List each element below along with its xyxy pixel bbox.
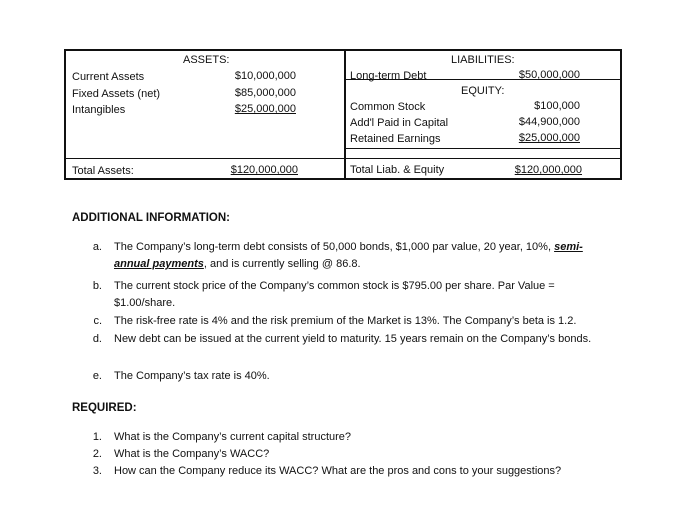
item-text: What is the Company’s current capital structure? bbox=[114, 431, 352, 443]
total-le-label: Total Liab. & Equity bbox=[350, 164, 445, 176]
total-assets-label: Total Assets: bbox=[72, 165, 134, 177]
liability-label-ltd: Long-term Debt bbox=[350, 70, 427, 82]
item-text: How can the Company reduce its WACC? What are the pros and cons to your suggestions? bbox=[114, 465, 562, 477]
item-text: What is the Company’s WACC? bbox=[114, 448, 270, 460]
equity-label-retained: Retained Earnings bbox=[350, 133, 441, 145]
item-text: The Company’s long-term debt consists of 50,000 bonds, $1,000 par value, 20 year, 10%, semi-annual payments, and is currently selling @ 86.8. bbox=[114, 241, 583, 270]
total-le-value: $120,000,000 bbox=[514, 164, 582, 176]
item-marker: a. bbox=[92, 241, 102, 253]
equity-rule bbox=[344, 148, 620, 149]
equity-header: EQUITY: bbox=[461, 85, 505, 97]
item-text: The risk-free rate is 4% and the risk premium of the Market is 13%. The Company’s beta is 1.2. bbox=[114, 315, 577, 327]
equity-value-common: $100,000 bbox=[534, 100, 580, 112]
equity-value-retained: $25,000,000 bbox=[518, 132, 580, 144]
liabilities-header: LIABILITIES: bbox=[451, 54, 515, 66]
asset-value-current: $10,000,000 bbox=[234, 70, 296, 82]
item-marker: b. bbox=[92, 280, 102, 292]
additional-info-title: ADDITIONAL INFORMATION: bbox=[72, 212, 231, 224]
item-text: The current stock price of the Company’s common stock is $795.00 per share. Par Value = $1.00/share. bbox=[114, 280, 555, 309]
totals-rule bbox=[66, 158, 620, 159]
item-marker: d. bbox=[92, 333, 102, 345]
item-text: New debt can be issued at the current yield to maturity. 15 years remain on the Company’s bonds. bbox=[114, 333, 592, 345]
item-marker: e. bbox=[92, 370, 102, 382]
assets-header: ASSETS: bbox=[183, 54, 230, 66]
equity-label-common: Common Stock bbox=[350, 101, 426, 113]
required-title: REQUIRED: bbox=[72, 402, 137, 414]
asset-label-fixed: Fixed Assets (net) bbox=[72, 88, 161, 100]
equity-label-apic: Add'l Paid in Capital bbox=[350, 117, 449, 129]
asset-value-intangibles: $25,000,000 bbox=[234, 103, 296, 115]
item-marker: 3. bbox=[92, 465, 102, 477]
equity-value-apic: $44,900,000 bbox=[518, 116, 580, 128]
balance-sheet-table bbox=[64, 49, 622, 180]
item-text: The Company’s tax rate is 40%. bbox=[114, 370, 270, 382]
liability-value-ltd: $50,000,000 bbox=[518, 69, 580, 81]
item-marker: 2. bbox=[92, 448, 102, 460]
item-marker: 1. bbox=[92, 431, 102, 443]
emphasis-text: semi-annual payments bbox=[114, 241, 583, 270]
asset-label-intangibles: Intangibles bbox=[72, 104, 126, 116]
total-assets-value: $120,000,000 bbox=[230, 164, 298, 176]
item-marker: c. bbox=[93, 315, 102, 327]
asset-label-current: Current Assets bbox=[72, 71, 145, 83]
asset-value-fixed: $85,000,000 bbox=[234, 87, 296, 99]
